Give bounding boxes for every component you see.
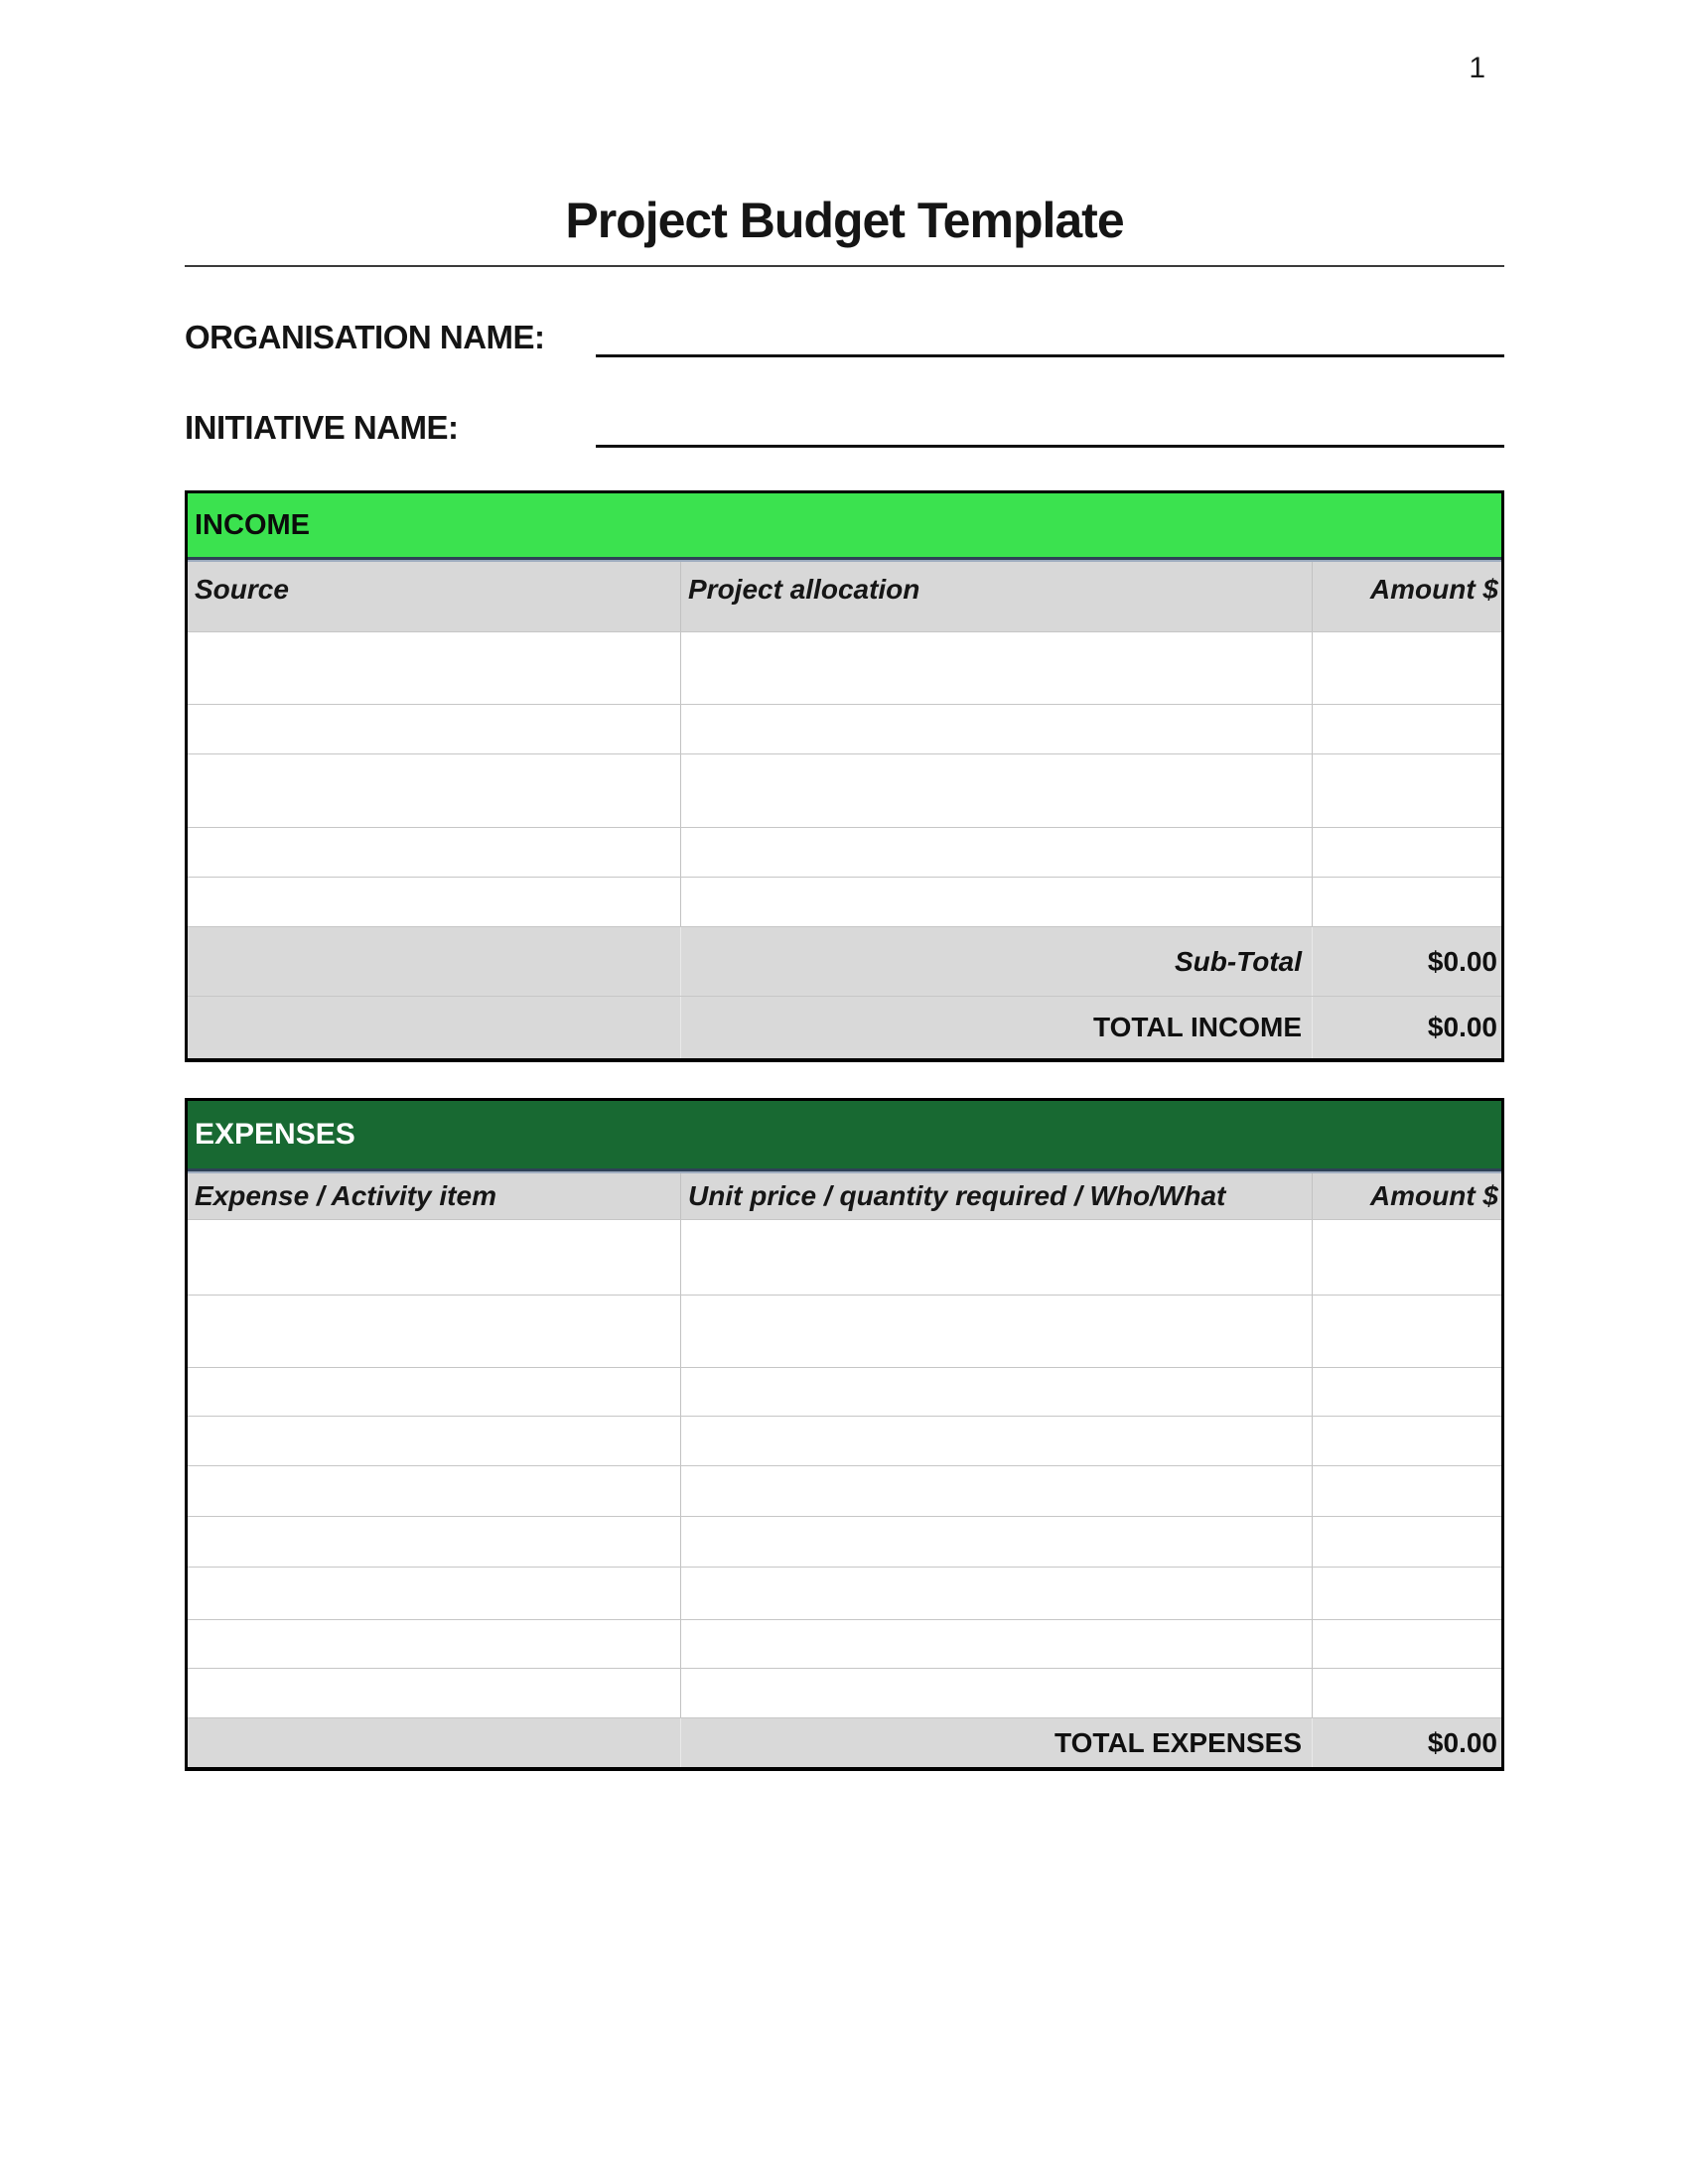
table-cell[interactable] bbox=[680, 878, 1312, 926]
table-cell[interactable] bbox=[188, 1466, 680, 1516]
expenses-col-unit-price: Unit price / quantity required / Who/What bbox=[680, 1173, 1312, 1219]
total-income-row bbox=[188, 996, 1501, 1058]
income-subtotal-row bbox=[188, 926, 1501, 996]
table-cell[interactable] bbox=[680, 1296, 1312, 1367]
table-cell[interactable] bbox=[680, 705, 1312, 753]
table-cell[interactable] bbox=[188, 1517, 680, 1567]
income-header-row bbox=[188, 562, 1501, 631]
table-cell[interactable] bbox=[680, 1517, 1312, 1567]
table-cell[interactable] bbox=[188, 1296, 680, 1367]
table-cell[interactable] bbox=[680, 828, 1312, 877]
initiative-name-input[interactable] bbox=[596, 408, 1504, 448]
total-income-value: $0.00 bbox=[1312, 997, 1501, 1058]
total-expenses-value: $0.00 bbox=[1312, 1718, 1501, 1767]
table-cell[interactable] bbox=[680, 1466, 1312, 1516]
table-cell[interactable] bbox=[1312, 1220, 1501, 1295]
income-empty-row bbox=[188, 877, 1501, 926]
organisation-name-input[interactable] bbox=[596, 318, 1504, 357]
income-subtotal-value: $0.00 bbox=[1312, 927, 1501, 996]
table-cell[interactable] bbox=[188, 828, 680, 877]
expenses-col-amount: Amount $ bbox=[1312, 1173, 1501, 1219]
expenses-empty-row bbox=[188, 1295, 1501, 1367]
table-cell[interactable] bbox=[188, 632, 680, 704]
income-empty-row bbox=[188, 704, 1501, 753]
initiative-name-row bbox=[185, 402, 1504, 448]
expenses-empty-row bbox=[188, 1416, 1501, 1465]
expenses-section-bar bbox=[188, 1101, 1501, 1168]
table-cell[interactable] bbox=[1312, 1620, 1501, 1668]
title-underline bbox=[185, 265, 1504, 267]
document-title: Project Budget Template bbox=[565, 193, 1124, 248]
table-cell[interactable] bbox=[188, 1568, 680, 1619]
table-cell[interactable] bbox=[1312, 1296, 1501, 1367]
initiative-name-label: INITIATIVE NAME: bbox=[185, 409, 459, 447]
total-expenses-label: TOTAL EXPENSES bbox=[680, 1718, 1312, 1767]
organisation-name-label: ORGANISATION NAME: bbox=[185, 319, 545, 356]
income-col-amount: Amount $ bbox=[1312, 562, 1501, 631]
expenses-empty-row bbox=[188, 1219, 1501, 1295]
expenses-header-row bbox=[188, 1173, 1501, 1219]
income-empty-row bbox=[188, 753, 1501, 827]
table-cell[interactable] bbox=[680, 632, 1312, 704]
table-cell[interactable] bbox=[188, 1669, 680, 1717]
expenses-empty-row bbox=[188, 1668, 1501, 1717]
table-cell[interactable] bbox=[680, 1417, 1312, 1465]
table-cell[interactable] bbox=[1312, 632, 1501, 704]
table-cell[interactable] bbox=[1312, 1568, 1501, 1619]
income-section-title: INCOME bbox=[195, 508, 310, 541]
expenses-col-item: Expense / Activity item bbox=[195, 1180, 496, 1211]
expenses-section-title: EXPENSES bbox=[195, 1118, 355, 1151]
table-cell[interactable] bbox=[188, 1417, 680, 1465]
expenses-table bbox=[185, 1098, 1504, 1771]
table-cell[interactable] bbox=[1312, 1417, 1501, 1465]
income-empty-row bbox=[188, 631, 1501, 704]
table-cell[interactable] bbox=[1312, 705, 1501, 753]
income-subtotal-label: Sub-Total bbox=[680, 927, 1312, 996]
table-cell[interactable] bbox=[1312, 754, 1501, 827]
expenses-empty-row bbox=[188, 1516, 1501, 1567]
table-cell[interactable] bbox=[1312, 1466, 1501, 1516]
table-cell[interactable] bbox=[680, 754, 1312, 827]
table-cell[interactable] bbox=[188, 754, 680, 827]
table-cell[interactable] bbox=[680, 1368, 1312, 1416]
income-section-bar bbox=[188, 493, 1501, 557]
table-cell[interactable] bbox=[1312, 828, 1501, 877]
expenses-empty-row bbox=[188, 1567, 1501, 1619]
table-cell[interactable] bbox=[680, 1568, 1312, 1619]
document-content bbox=[0, 189, 1688, 1771]
table-cell[interactable] bbox=[188, 878, 680, 926]
table-cell[interactable] bbox=[188, 1368, 680, 1416]
organisation-name-row bbox=[185, 312, 1504, 357]
table-cell bbox=[188, 927, 680, 996]
table-cell bbox=[188, 1718, 680, 1767]
total-expenses-row bbox=[188, 1717, 1501, 1767]
income-col-project-allocation: Project allocation bbox=[680, 562, 1312, 631]
table-cell[interactable] bbox=[188, 1620, 680, 1668]
page-number: 1 bbox=[1469, 52, 1485, 84]
expenses-empty-row bbox=[188, 1367, 1501, 1416]
table-cell[interactable] bbox=[188, 1220, 680, 1295]
table-cell[interactable] bbox=[1312, 1368, 1501, 1416]
table-cell bbox=[188, 997, 680, 1058]
income-col-source: Source bbox=[195, 574, 289, 605]
table-cell[interactable] bbox=[680, 1620, 1312, 1668]
table-cell[interactable] bbox=[680, 1220, 1312, 1295]
table-cell[interactable] bbox=[1312, 1669, 1501, 1717]
expenses-empty-row bbox=[188, 1619, 1501, 1668]
table-cell[interactable] bbox=[1312, 878, 1501, 926]
income-empty-row bbox=[188, 827, 1501, 877]
income-table bbox=[185, 490, 1504, 1062]
table-cell[interactable] bbox=[680, 1669, 1312, 1717]
table-cell[interactable] bbox=[1312, 1517, 1501, 1567]
expenses-empty-row bbox=[188, 1465, 1501, 1516]
table-cell[interactable] bbox=[188, 705, 680, 753]
total-income-label: TOTAL INCOME bbox=[680, 997, 1312, 1058]
